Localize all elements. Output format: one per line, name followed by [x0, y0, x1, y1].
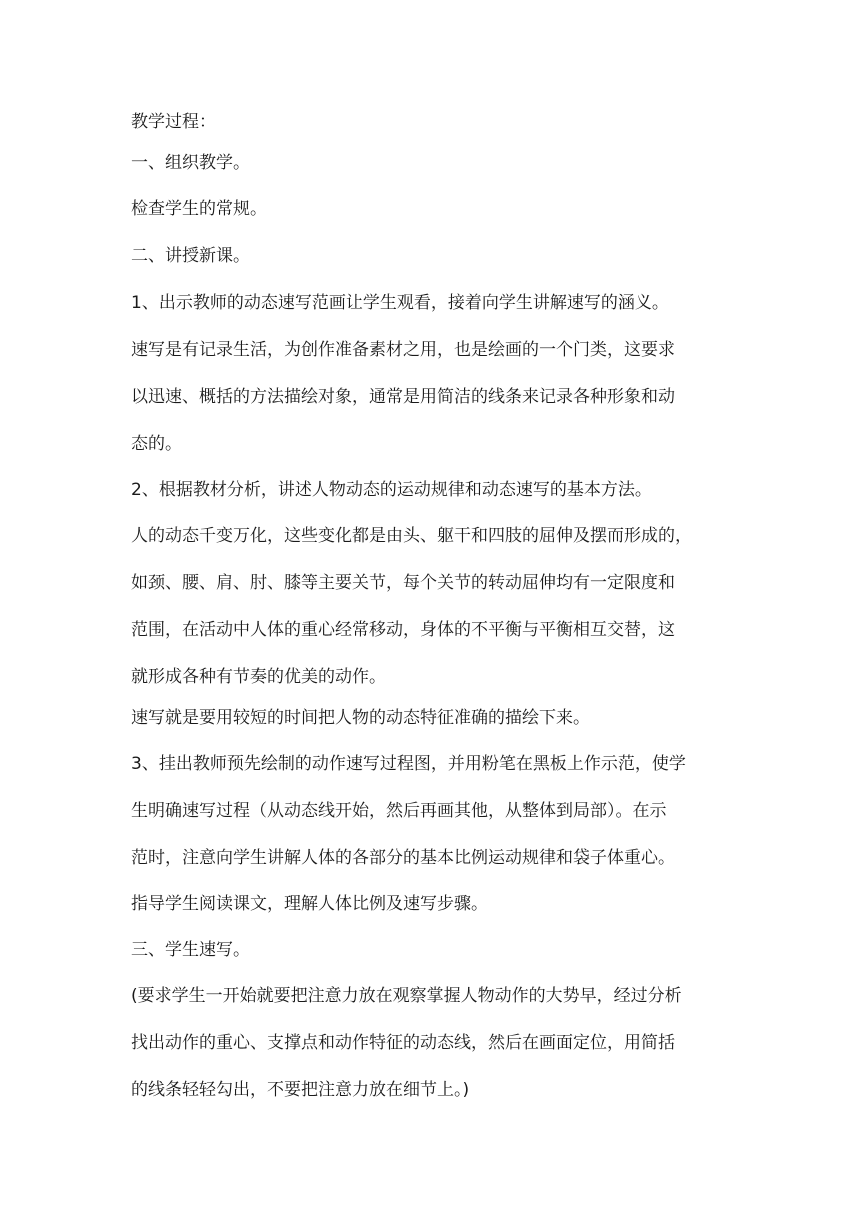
paragraph-line: 生明确速写过程（从动态线开始，然后再画其他，从整体到局部）。在示 — [131, 801, 667, 821]
paragraph-line: 的线条轻轻勾出，不要把注意力放在细节上。) — [131, 1080, 470, 1100]
section-heading-teaching-process: 教学过程： — [131, 112, 216, 132]
paragraph-line: 如颈、腰、肩、肘、膝等主要关节，每个关节的转动屈伸均有一定限度和 — [131, 573, 675, 593]
paragraph-line: 范时，注意向学生讲解人体的各部分的基本比例运动规律和袋子体重心。 — [131, 848, 675, 868]
section-heading-new-lesson: 二、讲授新课。 — [131, 246, 250, 266]
paragraph-line: 找出动作的重心、支撑点和动作特征的动态线，然后在画面定位，用简括 — [131, 1033, 675, 1053]
paragraph-line: (要求学生一开始就要把注意力放在观察掌握人物动作的大势早，经过分析 — [131, 986, 682, 1006]
section-heading-organize-teaching: 一、组织教学。 — [131, 153, 250, 173]
paragraph-line: 速写是有记录生活，为创作准备素材之用，也是绘画的一个门类，这要求 — [131, 340, 675, 360]
paragraph-line: 就形成各种有节奏的优美的动作。 — [131, 667, 386, 687]
step-2-line: 2、根据教材分析，讲述人物动态的运动规律和动态速写的基本方法。 — [131, 480, 652, 500]
paragraph-line: 以迅速、概括的方法描绘对象，通常是用简洁的线条来记录各种形象和动 — [131, 387, 675, 407]
paragraph-line: 态的。 — [131, 434, 182, 454]
section-heading-student-sketching: 三、学生速写。 — [131, 940, 250, 960]
paragraph-line: 人的动态千变万化，这些变化都是由头、躯干和四肢的屈伸及摆而形成的， — [131, 526, 692, 546]
paragraph-line: 范围，在活动中人体的重心经常移动，身体的不平衡与平衡相互交替，这 — [131, 620, 675, 640]
step-3-line: 3、挂出教师预先绘制的动作速写过程图，并用粉笔在黑板上作示范，使学 — [131, 754, 686, 774]
paragraph-line: 指导学生阅读课文，理解人体比例及速写步骤。 — [131, 894, 488, 914]
step-1-line: 1、出示教师的动态速写范画让学生观看，接着向学生讲解速写的涵义。 — [131, 293, 669, 313]
paragraph-line: 检查学生的常规。 — [131, 199, 267, 219]
document-body — [131, 112, 741, 1100]
paragraph-line: 速写就是要用较短的时间把人物的动态特征准确的描绘下来。 — [131, 708, 590, 728]
